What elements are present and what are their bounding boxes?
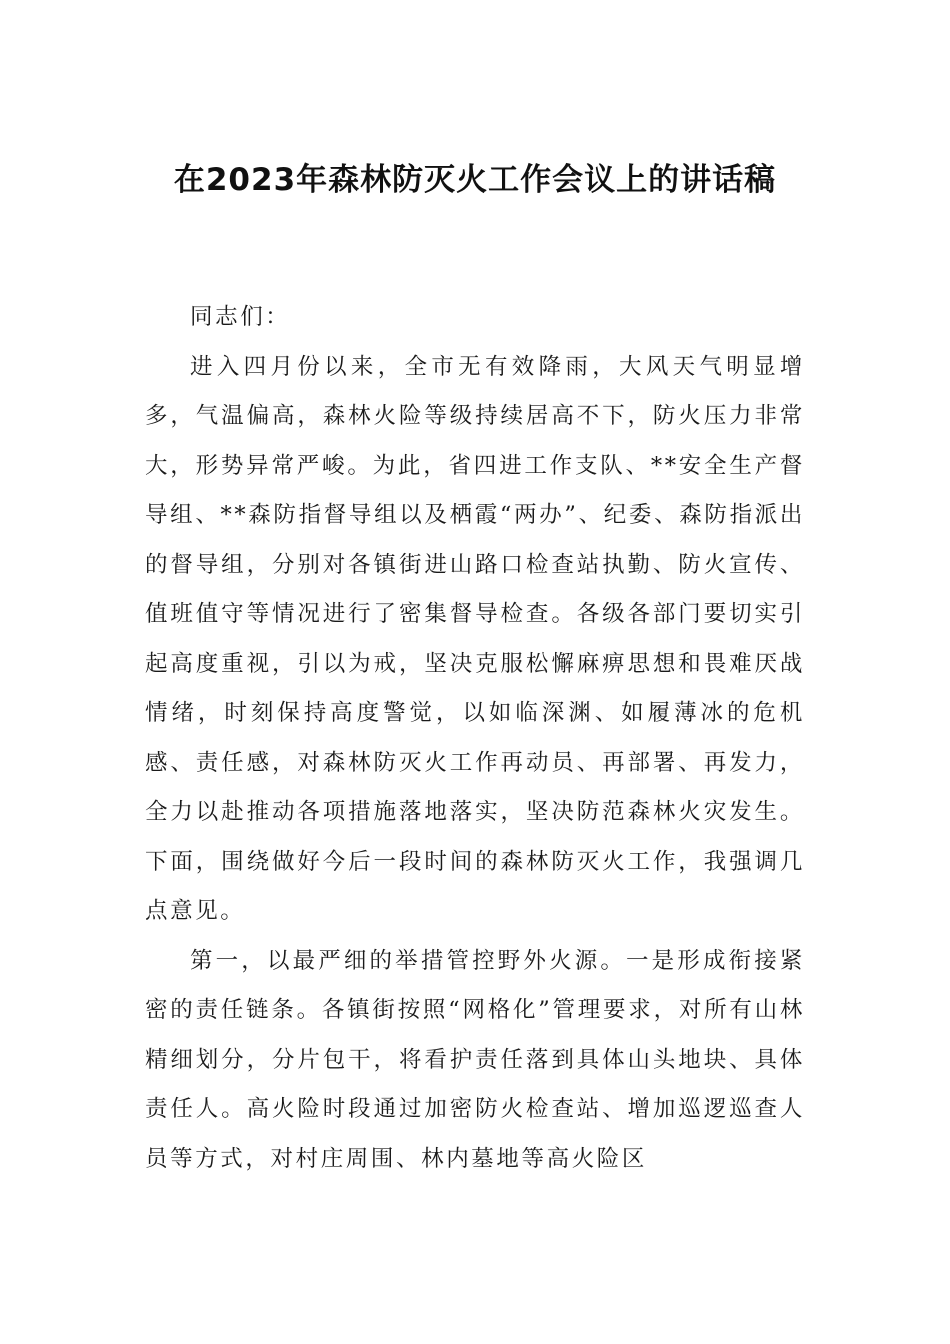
- document-body: [145, 293, 805, 1184]
- paragraph-1: 进入四月份以来，全市无有效降雨，大风天气明显增多，气温偏高，森林火险等级持续居高不下，防火压力非常大，形势异常严峻。为此，省四进工作支队、**安全生产督导组、**森防指督导组以及栖霞“两办”、纪委、森防指派出的督导组，分别对各镇街进山路口检查站执勤、防火宣传、值班值守等情况进行了密集督导检查。各级各部门要切实引起高度重视，引以为戒，坚决克服松懈麻痹思想和畏难厌战情绪，时刻保持高度警觉，以如临深渊、如履薄冰的危机感、责任感，对森林防灭火工作再动员、再部署、再发力，全力以赴推动各项措施落地落实，坚决防范森林火灾发生。下面，围绕做好今后一段时间的森林防灭火工作，我强调几点意见。: [145, 353, 805, 924]
- salutation: 同志们：: [190, 304, 291, 330]
- document-title: 在2023年森林防灭火工作会议上的讲话稿: [173, 162, 777, 198]
- paragraph-2: 第一，以最严细的举措管控野外火源。一是形成衔接紧密的责任链条。各镇街按照“网格化”管理要求，对所有山林精细划分，分片包干，将看护责任落到具体山头地块、具体责任人。高火险时段通过加密防火检查站、增加巡逻巡查人员等方式，对村庄周围、林内墓地等高火险区: [145, 947, 805, 1172]
